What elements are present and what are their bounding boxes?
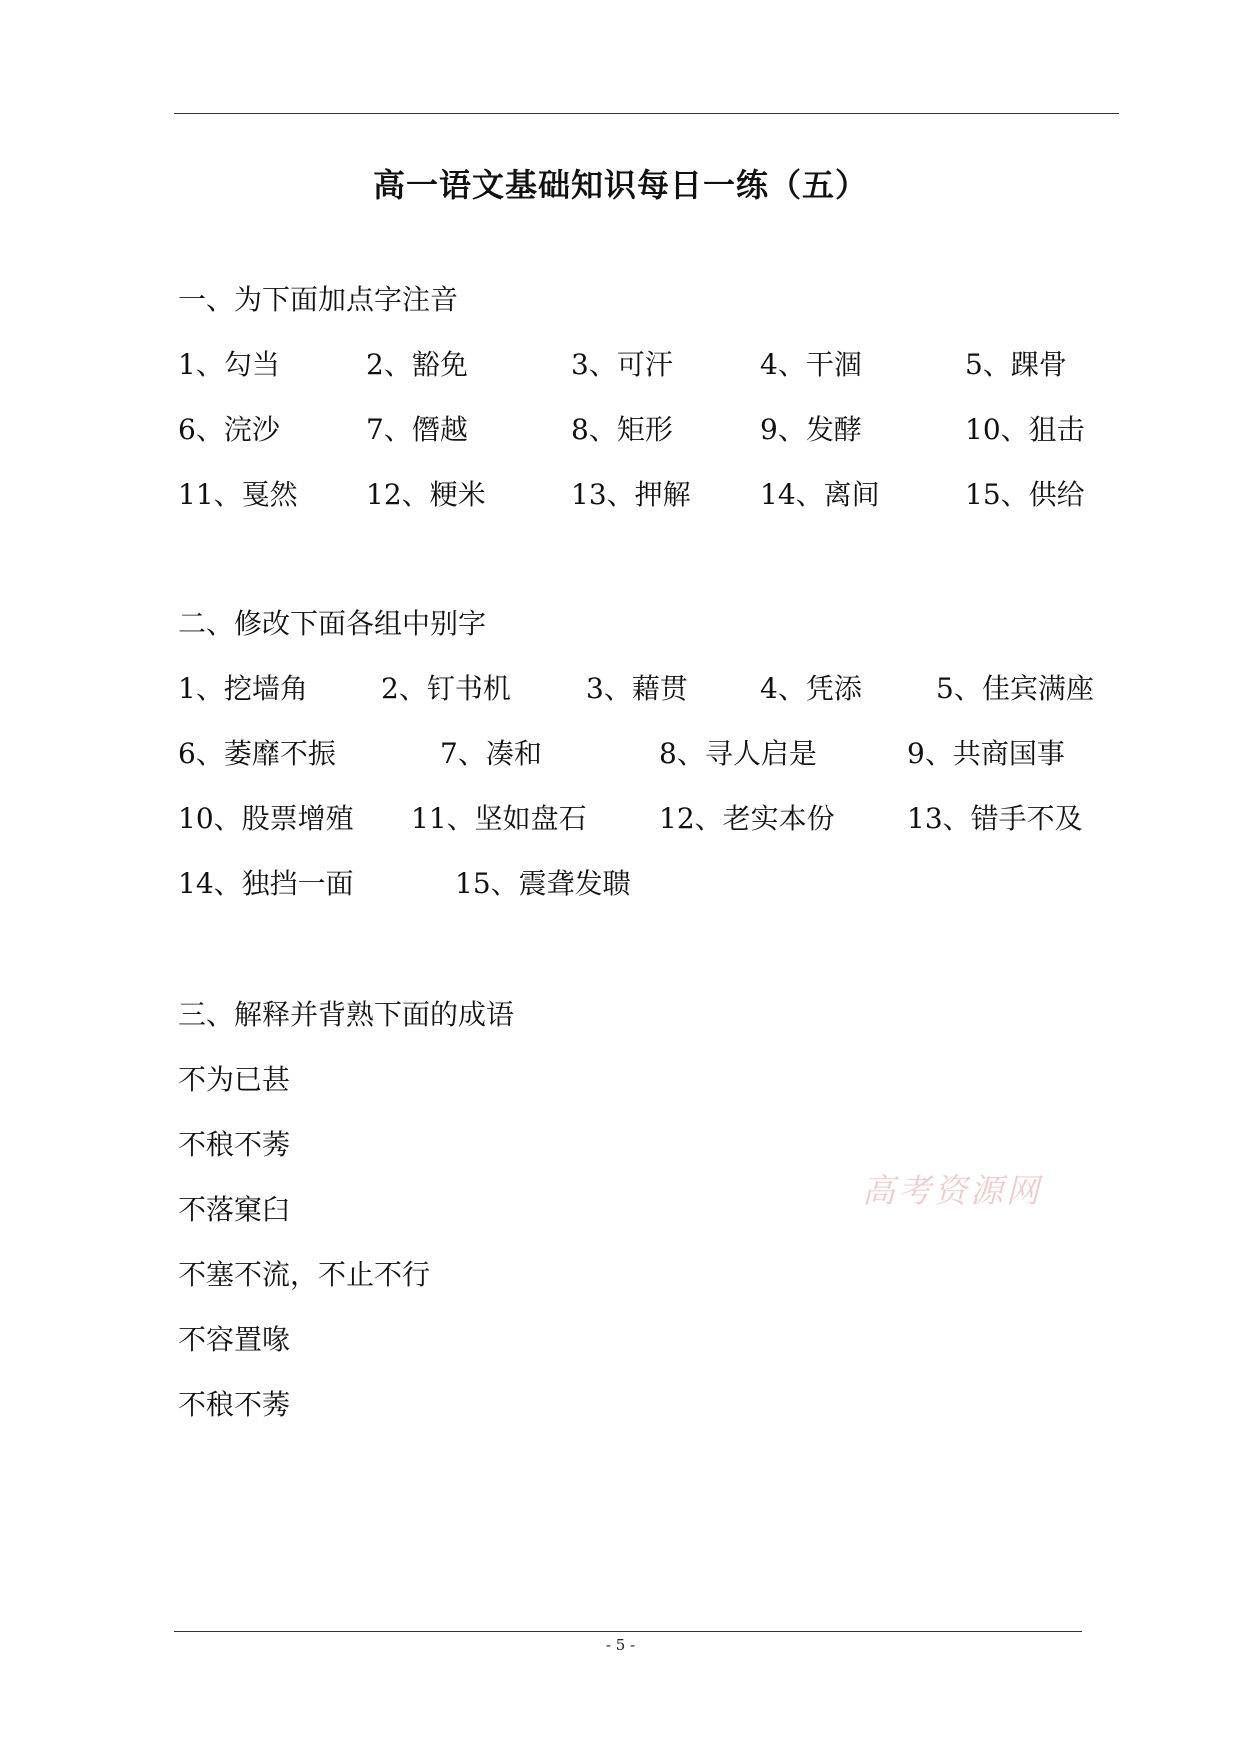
typo-item: 2、钉书机 [381,672,511,705]
typo-item: 15、震聋发聩 [455,867,631,900]
typo-item: 12、老实本份 [659,802,835,835]
section1-heading: 一、为下面加点字注音 [178,283,459,316]
pinyin-item: 12、粳米 [366,478,486,511]
typo-item: 3、藉贯 [586,672,688,705]
pinyin-item: 10、狙击 [965,413,1085,446]
footer-rule [174,1631,1082,1632]
pinyin-item: 15、供给 [965,478,1085,511]
typo-item: 8、寻人启是 [659,737,817,770]
page-title: 高一语文基础知识每日一练（五） [372,166,868,204]
typo-item: 7、凑和 [440,737,542,770]
idiom-item: 不稂不莠 [178,1128,291,1161]
page-number: - 5 - [605,1636,636,1654]
pinyin-item: 11、戛然 [178,478,298,511]
typo-item: 11、坚如盘石 [411,802,587,835]
pinyin-item: 6、浣沙 [178,413,280,446]
pinyin-item: 13、押解 [571,478,691,511]
typo-item: 4、凭添 [760,672,862,705]
pinyin-item: 7、僭越 [366,413,468,446]
idiom-item: 不为已甚 [178,1063,291,1096]
watermark-stamp: 高考资源网 [862,1171,1042,1210]
pinyin-item: 1、勾当 [178,348,280,381]
section2-heading: 二、修改下面各组中别字 [178,607,487,640]
header-rule [174,113,1119,114]
typo-item: 1、挖墙角 [178,672,308,705]
idiom-item: 不稂不莠 [178,1388,291,1421]
pinyin-item: 4、干涸 [760,348,862,381]
pinyin-item: 8、矩形 [571,413,673,446]
pinyin-item: 9、发酵 [760,413,862,446]
typo-item: 6、萎靡不振 [178,737,336,770]
idiom-item: 不容置喙 [178,1323,291,1356]
pinyin-item: 3、可汗 [571,348,673,381]
typo-item: 9、共商国事 [907,737,1065,770]
pinyin-item: 5、踝骨 [965,348,1067,381]
typo-item: 5、佳宾满座 [936,672,1094,705]
pinyin-item: 2、豁免 [366,348,468,381]
idiom-item: 不落窠臼 [178,1193,291,1226]
typo-item: 13、错手不及 [907,802,1083,835]
typo-item: 14、独挡一面 [178,867,354,900]
pinyin-item: 14、离间 [760,478,880,511]
idiom-item: 不塞不流，不止不行 [178,1258,431,1291]
typo-item: 10、股票增殖 [178,802,354,835]
section3-heading: 三、解释并背熟下面的成语 [178,998,515,1031]
